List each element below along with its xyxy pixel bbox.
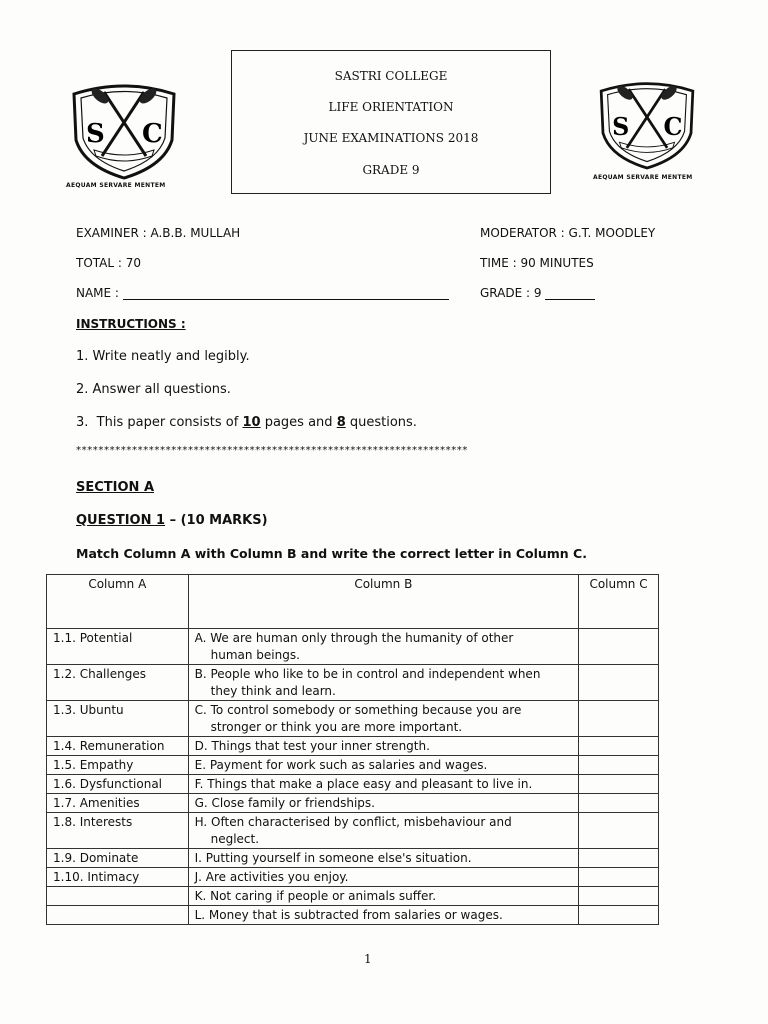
crest-letter-c-right: C bbox=[663, 113, 683, 141]
grade-title: GRADE 9 bbox=[362, 163, 420, 177]
section-title: SECTION A bbox=[76, 480, 155, 495]
crest-motto-right: AEQUAM SERVARE MENTEM bbox=[593, 174, 693, 181]
exam-title: JUNE EXAMINATIONS 2018 bbox=[303, 131, 479, 145]
definition-cell: K. Not caring if people or animals suffer. bbox=[188, 887, 578, 906]
crest-motto-left: AEQUAM SERVARE MENTEM bbox=[66, 182, 166, 189]
answer-cell[interactable] bbox=[579, 665, 659, 701]
table-row bbox=[47, 629, 659, 665]
definition-cell: I. Putting yourself in someone else's situation. bbox=[188, 849, 578, 868]
answer-cell[interactable] bbox=[579, 849, 659, 868]
grade-label: GRADE : 9 bbox=[480, 286, 542, 300]
crest-letter-s-right: S bbox=[612, 113, 630, 141]
name-blank[interactable] bbox=[123, 287, 449, 300]
answer-cell[interactable] bbox=[579, 887, 659, 906]
table-row bbox=[47, 701, 659, 737]
term-cell bbox=[47, 906, 189, 925]
table-row bbox=[47, 906, 659, 925]
definition-cell: H. Often characterised by conflict, misbehaviour and neglect. bbox=[188, 813, 578, 849]
table-row bbox=[47, 665, 659, 701]
answer-cell[interactable] bbox=[579, 737, 659, 756]
table-row bbox=[47, 887, 659, 906]
term-cell bbox=[47, 887, 189, 906]
matching-table bbox=[46, 574, 659, 925]
question-marks: – (10 MARKS) bbox=[165, 513, 268, 528]
definition-cell: A. We are human only through the humanity of other human beings. bbox=[188, 629, 578, 665]
question-prompt: Match Column A with Column B and write the correct letter in Column C. bbox=[76, 546, 587, 561]
total-marks: TOTAL : 70 bbox=[76, 256, 142, 270]
separator-stars: ********************************************************************** bbox=[76, 445, 468, 456]
term-cell: 1.2. Challenges bbox=[47, 665, 189, 701]
page-number: 1 bbox=[364, 952, 372, 966]
definition-cell: C. To control somebody or something because you are stronger or think you are more important. bbox=[188, 701, 578, 737]
instruction-3: 3. This paper consists of 10 pages and 8 questions. bbox=[76, 415, 417, 430]
table-header-row bbox=[47, 575, 659, 629]
answer-cell[interactable] bbox=[579, 868, 659, 887]
answer-cell[interactable] bbox=[579, 701, 659, 737]
subject-name: LIFE ORIENTATION bbox=[328, 100, 454, 114]
crest-letter-s: S bbox=[86, 119, 105, 149]
term-cell: 1.10. Intimacy bbox=[47, 868, 189, 887]
instruction-2: 2. Answer all questions. bbox=[76, 382, 231, 397]
crest-letter-c: C bbox=[142, 119, 163, 149]
school-crest-left bbox=[64, 80, 184, 180]
question-heading bbox=[76, 513, 268, 528]
definition-cell: F. Things that make a place easy and pleasant to live in. bbox=[188, 775, 578, 794]
term-cell: 1.4. Remuneration bbox=[47, 737, 189, 756]
term-cell: 1.5. Empathy bbox=[47, 756, 189, 775]
header-column-c: Column C bbox=[579, 575, 659, 629]
instruction-1: 1. Write neatly and legibly. bbox=[76, 349, 250, 364]
header-column-a: Column A bbox=[47, 575, 189, 629]
term-cell: 1.3. Ubuntu bbox=[47, 701, 189, 737]
question-count: 8 bbox=[336, 415, 346, 430]
time-allowed: TIME : 90 MINUTES bbox=[480, 256, 594, 270]
term-cell: 1.1. Potential bbox=[47, 629, 189, 665]
definition-cell: B. People who like to be in control and independent when they think and learn. bbox=[188, 665, 578, 701]
answer-cell[interactable] bbox=[579, 629, 659, 665]
exam-header-box bbox=[231, 50, 551, 194]
term-cell: 1.9. Dominate bbox=[47, 849, 189, 868]
grade-blank[interactable] bbox=[545, 287, 595, 300]
question-label: QUESTION 1 bbox=[76, 513, 166, 528]
answer-cell[interactable] bbox=[579, 794, 659, 813]
answer-cell[interactable] bbox=[579, 775, 659, 794]
table-row bbox=[47, 756, 659, 775]
name-label: NAME : bbox=[76, 286, 119, 300]
instructions-heading: INSTRUCTIONS : bbox=[76, 317, 186, 331]
definition-cell: D. Things that test your inner strength. bbox=[188, 737, 578, 756]
answer-cell[interactable] bbox=[579, 813, 659, 849]
table-row bbox=[47, 813, 659, 849]
moderator-label: MODERATOR : G.T. MOODLEY bbox=[480, 226, 656, 240]
table-row bbox=[47, 775, 659, 794]
name-field[interactable] bbox=[76, 286, 449, 300]
school-crest-right bbox=[592, 76, 702, 172]
term-cell: 1.8. Interests bbox=[47, 813, 189, 849]
definition-cell: G. Close family or friendships. bbox=[188, 794, 578, 813]
school-name: SASTRI COLLEGE bbox=[334, 69, 448, 83]
definition-cell: E. Payment for work such as salaries and wages. bbox=[188, 756, 578, 775]
definition-cell: J. Are activities you enjoy. bbox=[188, 868, 578, 887]
table-row bbox=[47, 794, 659, 813]
examiner-label: EXAMINER : A.B.B. MULLAH bbox=[76, 226, 241, 240]
definition-cell: L. Money that is subtracted from salaries or wages. bbox=[188, 906, 578, 925]
table-row bbox=[47, 849, 659, 868]
answer-cell[interactable] bbox=[579, 906, 659, 925]
grade-field[interactable] bbox=[480, 286, 595, 300]
answer-cell[interactable] bbox=[579, 756, 659, 775]
term-cell: 1.6. Dysfunctional bbox=[47, 775, 189, 794]
header-column-b: Column B bbox=[188, 575, 578, 629]
table-row bbox=[47, 868, 659, 887]
page-count: 10 bbox=[242, 415, 261, 430]
table-row bbox=[47, 737, 659, 756]
term-cell: 1.7. Amenities bbox=[47, 794, 189, 813]
